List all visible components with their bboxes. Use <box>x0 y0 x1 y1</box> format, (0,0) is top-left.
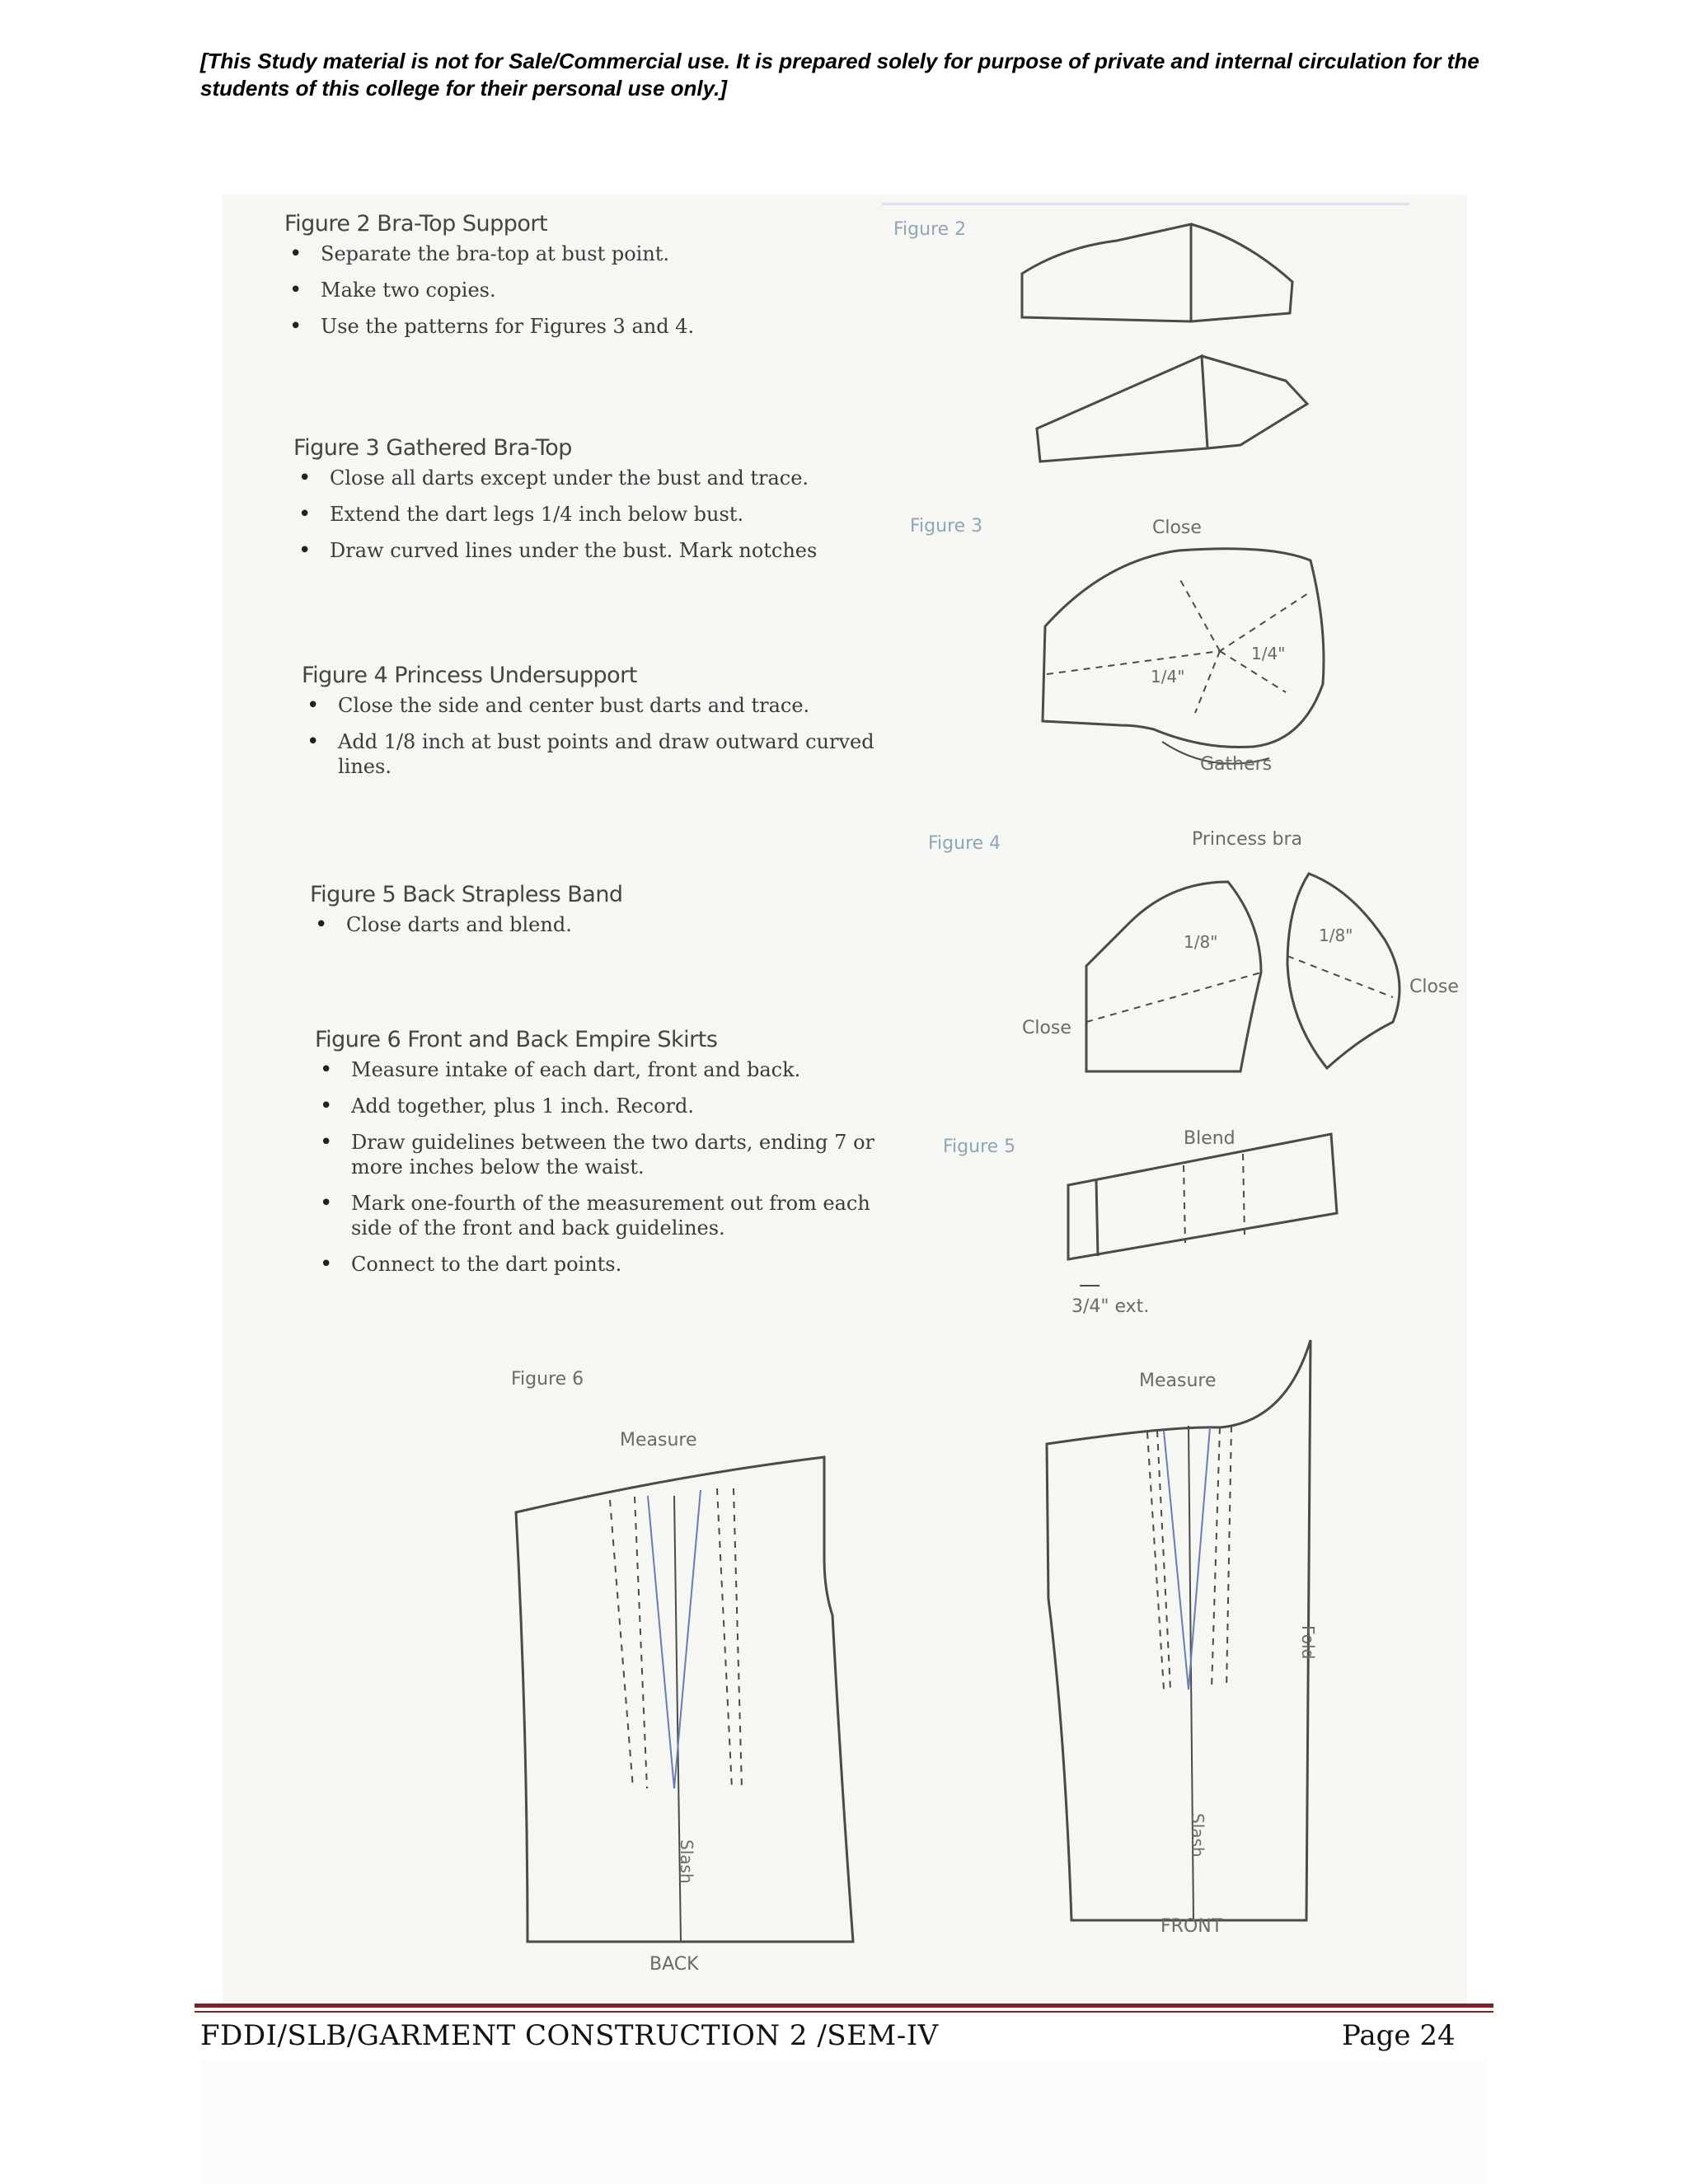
list-item: • Close all darts except under the bust and trace. <box>330 466 870 490</box>
figure-2-bra-top-pieces <box>1022 224 1307 462</box>
disclaimer-text: [This Study material is not for Sale/Commercial use. It is prepared solely for purpose of private and internal circulation for the students of this college for their personal use only.] <box>200 49 1479 101</box>
figure-6-slash-label: Slash <box>677 1840 696 1884</box>
list-item: • Add 1/8 inch at bust points and draw outward curved lines. <box>338 729 879 779</box>
scan-bottom-area <box>200 2060 1486 2184</box>
figure-4-title: Princess bra <box>1192 829 1303 850</box>
figure-3-label: Figure 3 <box>910 516 983 537</box>
figure-4-princess-bra <box>1086 874 1400 1071</box>
figure-5-strapless-band <box>1068 1134 1337 1286</box>
figure-4-close-label: Close <box>1409 977 1459 997</box>
list-item: • Mark one-fourth of the measurement out from each side of the front and back guidelines. <box>351 1191 892 1240</box>
figure-6-measure-label: Measure <box>620 1430 697 1451</box>
list-item: • Draw curved lines under the bust. Mark notches <box>330 538 870 563</box>
figure-6-slash-label: Slash <box>1188 1813 1207 1858</box>
figure-3-gathers-label: Gathers <box>1200 754 1273 775</box>
figure-4-eighth-label: 1/8" <box>1184 932 1218 952</box>
figure-2-label: Figure 2 <box>893 219 967 240</box>
section-heading: Figure 5 Back Strapless Band <box>310 882 623 907</box>
section-heading: Figure 6 Front and Back Empire Skirts <box>315 1027 718 1052</box>
footer-rule <box>195 2004 1493 2008</box>
footer-rule-thin <box>195 2011 1493 2013</box>
section-heading: Figure 3 Gathered Bra-Top <box>293 435 572 461</box>
figure-4-label: Figure 4 <box>928 833 1001 854</box>
section-heading: Figure 4 Princess Undersupport <box>302 663 637 688</box>
figure-6-measure-label: Measure <box>1139 1371 1217 1391</box>
figure-5-blend-label: Blend <box>1184 1128 1236 1149</box>
figure-6-front-label: FRONT <box>1160 1916 1223 1937</box>
figure-6-fold-label: Fold <box>1298 1625 1318 1660</box>
figure-3-quarter-label: 1/4" <box>1251 644 1286 663</box>
list-item: • Use the patterns for Figures 3 and 4. <box>321 314 845 339</box>
page-number: Page 24 <box>1342 2019 1456 2052</box>
figure-4-close-label: Close <box>1022 1018 1071 1038</box>
section-heading: Figure 2 Bra-Top Support <box>284 211 548 237</box>
figure-6-back-label: BACK <box>649 1954 699 1975</box>
list-item: • Connect to the dart points. <box>351 1252 892 1277</box>
figure-3-quarter-label: 1/4" <box>1151 667 1185 687</box>
figure-5-extension-label: 3/4" ext. <box>1071 1296 1150 1317</box>
figure-5-label: Figure 5 <box>943 1137 1016 1157</box>
figure-6-label: Figure 6 <box>511 1369 584 1390</box>
list-item: • Make two copies. <box>321 278 845 302</box>
list-item: • Separate the bra-top at bust point. <box>321 241 845 266</box>
list-item: • Close the side and center bust darts and trace. <box>338 693 879 718</box>
figure-3-close-label: Close <box>1152 518 1202 538</box>
list-item: • Add together, plus 1 inch. Record. <box>351 1094 892 1118</box>
list-item: • Measure intake of each dart, front and back. <box>351 1057 892 1082</box>
list-item: • Draw guidelines between the two darts, ending 7 or more inches below the waist. <box>351 1130 892 1179</box>
figure-6-front-skirt <box>1047 1340 1311 1920</box>
footer-course-code: FDDI/SLB/GARMENT CONSTRUCTION 2 /SEM-IV <box>200 2019 939 2052</box>
list-item: • Close darts and blend. <box>346 912 887 937</box>
list-item: • Extend the dart legs 1/4 inch below bust. <box>330 502 870 527</box>
figure-4-eighth-label: 1/8" <box>1319 926 1353 945</box>
